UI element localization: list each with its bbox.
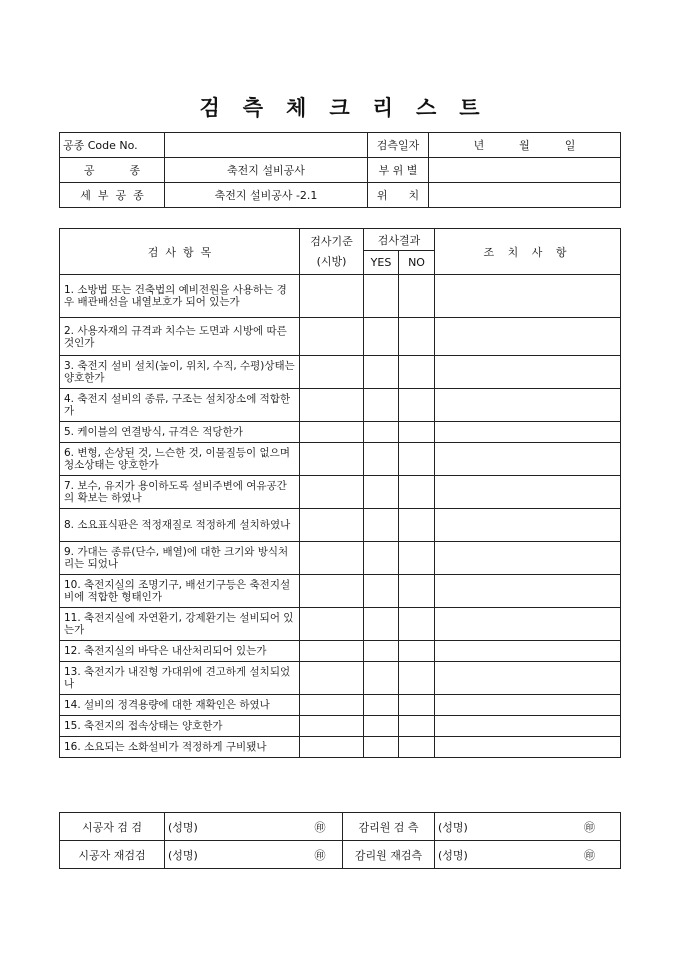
standard-cell[interactable] (300, 662, 364, 695)
label-inspection-date: 검측일자 (368, 133, 429, 158)
role-contractor-reinspect: 시공자 재검검 (60, 841, 165, 869)
no-cell[interactable] (399, 389, 435, 422)
col-header-standard-line1: 검사기준 (310, 234, 353, 248)
standard-cell[interactable] (300, 422, 364, 443)
standard-cell[interactable] (300, 356, 364, 389)
checklist-item-text: 10. 축전지실의 조명기구, 배선기구등은 축전지설비에 적합한 형태인가 (60, 575, 300, 608)
standard-cell[interactable] (300, 716, 364, 737)
no-cell[interactable] (399, 641, 435, 662)
no-cell[interactable] (399, 275, 435, 318)
checklist-row (60, 608, 621, 641)
header-info-table (59, 132, 621, 208)
action-cell[interactable] (435, 275, 621, 318)
standard-cell[interactable] (300, 695, 364, 716)
role-supervisor-inspect: 감리원 검 측 (343, 813, 435, 841)
checklist-row (60, 476, 621, 509)
title-char: 트 (459, 95, 481, 120)
value-location[interactable] (429, 183, 621, 208)
no-cell[interactable] (399, 509, 435, 542)
no-cell[interactable] (399, 356, 435, 389)
spacer-cell (333, 813, 343, 841)
label-code-no: 공종 Code No. (60, 133, 165, 158)
yes-cell[interactable] (364, 641, 399, 662)
signature-table (59, 812, 621, 869)
seal-icon: ㊞ (584, 820, 595, 834)
action-cell[interactable] (435, 542, 621, 575)
checklist-row (60, 275, 621, 318)
no-cell[interactable] (399, 608, 435, 641)
yes-cell[interactable] (364, 737, 399, 758)
checklist-row (60, 356, 621, 389)
standard-cell[interactable] (300, 542, 364, 575)
checklist-item-text: 15. 축전지의 접속상태는 양호한가 (60, 716, 300, 737)
no-cell[interactable] (399, 422, 435, 443)
value-inspection-date[interactable]: 년 월 일 (429, 133, 621, 158)
yes-cell[interactable] (364, 695, 399, 716)
checklist-row (60, 662, 621, 695)
label-part: 부 위 별 (368, 158, 429, 183)
no-cell[interactable] (399, 575, 435, 608)
checklist-row (60, 389, 621, 422)
col-header-yes: YES (364, 251, 399, 275)
no-cell[interactable] (399, 542, 435, 575)
label-work-type: 공 종 (60, 158, 165, 183)
col-header-result: 검사결과 (364, 229, 435, 251)
role-supervisor-reinspect: 감리원 재검측 (343, 841, 435, 869)
checklist-item-text: 13. 축전지가 내진형 가대위에 견고하게 설치되었나 (60, 662, 300, 695)
seal-icon: ㊞ (584, 848, 595, 862)
checklist-row (60, 575, 621, 608)
col-header-item: 검 사 항 목 (60, 229, 300, 275)
checklist-item-text: 14. 설비의 정격용량에 대한 재확인은 하였나 (60, 695, 300, 716)
col-header-no: NO (399, 251, 435, 275)
standard-cell[interactable] (300, 389, 364, 422)
standard-cell[interactable] (300, 443, 364, 476)
no-cell[interactable] (399, 737, 435, 758)
standard-cell[interactable] (300, 575, 364, 608)
title-char: 체 (286, 95, 308, 120)
yes-cell[interactable] (364, 422, 399, 443)
action-cell[interactable] (435, 356, 621, 389)
title-char: 스 (415, 95, 438, 120)
checklist-row (60, 422, 621, 443)
seal-icon: ㊞ (314, 848, 326, 862)
col-header-standard (300, 229, 364, 275)
checklist-item-text: 4. 축전지 설비의 종류, 구조는 설치장소에 적합한가 (60, 389, 300, 422)
action-cell[interactable] (435, 662, 621, 695)
spacer-cell (333, 841, 343, 869)
yes-cell[interactable] (364, 575, 399, 608)
checklist-item-text: 7. 보수, 유지가 용이하도록 설비주변에 여유공간의 확보는 하였나 (60, 476, 300, 509)
seal-icon: ㊞ (314, 820, 326, 834)
checklist-row (60, 737, 621, 758)
yes-cell[interactable] (364, 476, 399, 509)
value-part[interactable] (429, 158, 621, 183)
checklist-row (60, 716, 621, 737)
name-field-label: (성명) (438, 848, 468, 862)
name-contractor-reinspect[interactable] (165, 841, 333, 869)
checklist-row (60, 318, 621, 356)
yes-cell[interactable] (364, 275, 399, 318)
no-cell[interactable] (399, 318, 435, 356)
checklist-row (60, 542, 621, 575)
action-cell[interactable] (435, 575, 621, 608)
standard-cell[interactable] (300, 509, 364, 542)
standard-cell[interactable] (300, 608, 364, 641)
checklist-row (60, 443, 621, 476)
action-cell[interactable] (435, 389, 621, 422)
standard-cell[interactable] (300, 318, 364, 356)
value-code-no[interactable] (165, 133, 368, 158)
title-char: 크 (329, 95, 351, 120)
checklist-row (60, 695, 621, 716)
col-header-action: 조 치 사 항 (435, 229, 621, 275)
role-contractor-inspect: 시공자 검 검 (60, 813, 165, 841)
checklist-item-text: 6. 변형, 손상된 것, 느슨한 것, 이물질등이 없으며 청소상태는 양호한가 (60, 443, 300, 476)
action-cell[interactable] (435, 443, 621, 476)
name-contractor-inspect[interactable] (165, 813, 333, 841)
action-cell[interactable] (435, 476, 621, 509)
checklist-item-text: 12. 축전지실의 바닥은 내산처리되어 있는가 (60, 641, 300, 662)
checklist-item-text: 2. 사용자재의 규격과 치수는 도면과 시방에 따른 것인가 (60, 318, 300, 356)
yes-cell[interactable] (364, 356, 399, 389)
name-field-label: (성명) (168, 848, 198, 862)
yes-cell[interactable] (364, 318, 399, 356)
action-cell[interactable] (435, 716, 621, 737)
action-cell[interactable] (435, 695, 621, 716)
value-work-type[interactable]: 축전지 설비공사 (165, 158, 368, 183)
standard-cell[interactable] (300, 275, 364, 318)
label-location: 위 치 (368, 183, 429, 208)
page-title (0, 92, 680, 122)
action-cell[interactable] (435, 422, 621, 443)
checklist-item-text: 11. 축전지실에 자연환기, 강제환기는 설비되어 있는가 (60, 608, 300, 641)
checklist-item-text: 3. 축전지 설비 설치(높이, 위치, 수직, 수평)상태는 양호한가 (60, 356, 300, 389)
title-char: 리 (372, 95, 394, 120)
checklist-item-text: 8. 소요표식판은 적정재질로 적정하게 설치하였나 (60, 509, 300, 542)
title-char: 검 (199, 95, 221, 120)
yes-cell[interactable] (364, 662, 399, 695)
yes-cell[interactable] (364, 509, 399, 542)
yes-cell[interactable] (364, 608, 399, 641)
yes-cell[interactable] (364, 443, 399, 476)
name-field-label: (성명) (438, 820, 468, 834)
checklist-item-text: 1. 소방법 또는 건축법의 예비전원을 사용하는 경우 배관배선을 내열보호가 되어 있는가 (60, 275, 300, 318)
checklist-row (60, 641, 621, 662)
action-cell[interactable] (435, 737, 621, 758)
value-sub-work-type[interactable]: 축전지 설비공사 -2.1 (165, 183, 368, 208)
standard-cell[interactable] (300, 641, 364, 662)
name-field-label: (성명) (168, 820, 198, 834)
no-cell[interactable] (399, 662, 435, 695)
action-cell[interactable] (435, 318, 621, 356)
no-cell[interactable] (399, 443, 435, 476)
checklist-table (59, 228, 621, 758)
action-cell[interactable] (435, 641, 621, 662)
name-supervisor-reinspect[interactable] (435, 841, 621, 869)
col-header-standard-line2: (시방) (316, 254, 347, 268)
action-cell[interactable] (435, 608, 621, 641)
action-cell[interactable] (435, 509, 621, 542)
checklist-item-text: 9. 가대는 종류(단수, 배열)에 대한 크기와 방식처리는 되었나 (60, 542, 300, 575)
label-sub-work-type: 세 부 공 종 (60, 183, 165, 208)
checklist-item-text: 16. 소요되는 소화설비가 적정하게 구비됐나 (60, 737, 300, 758)
checklist-row (60, 509, 621, 542)
title-char: 측 (242, 95, 265, 120)
standard-cell[interactable] (300, 476, 364, 509)
standard-cell[interactable] (300, 737, 364, 758)
no-cell[interactable] (399, 695, 435, 716)
yes-cell[interactable] (364, 716, 399, 737)
checklist-item-text: 5. 케이블의 연결방식, 규격은 적당한가 (60, 422, 300, 443)
yes-cell[interactable] (364, 389, 399, 422)
no-cell[interactable] (399, 716, 435, 737)
yes-cell[interactable] (364, 542, 399, 575)
name-supervisor-inspect[interactable] (435, 813, 621, 841)
no-cell[interactable] (399, 476, 435, 509)
